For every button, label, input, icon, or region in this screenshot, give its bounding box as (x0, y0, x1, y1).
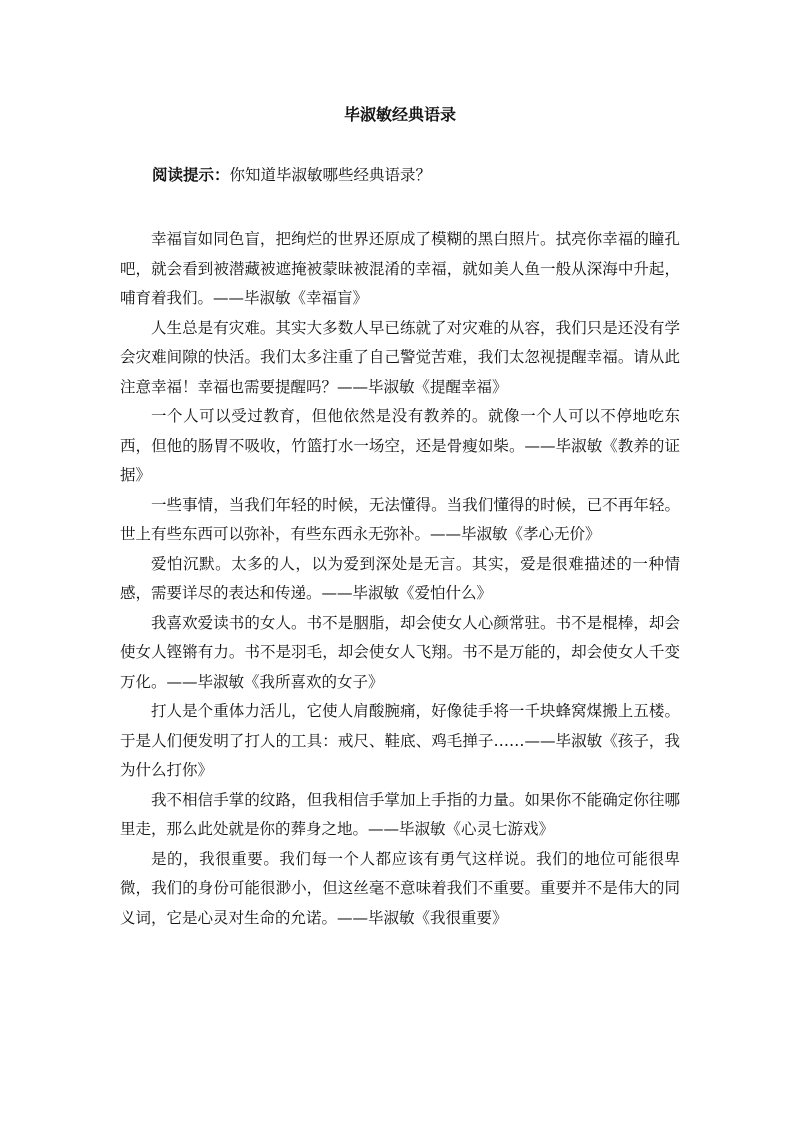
quote-paragraph: 爱怕沉默。太多的人，以为爱到深处是无言。其实，爱是很难描述的一种情感，需要详尽的表达和传递。——毕淑敏《爱怕什么》 (120, 554, 680, 602)
quote-paragraph: 我喜欢爱读书的女人。书不是胭脂，却会使女人心颜常驻。书不是棍棒，却会使女人铿锵有力。书不是羽毛，却会使女人飞翔。书不是万能的，却会使女人千变万化。——毕淑敏《我所喜欢的女子》 (120, 613, 680, 691)
quote-paragraph: 一些事情，当我们年轻的时候，无法懂得。当我们懂得的时候，已不再年轻。世上有些东西可以弥补，有些东西永无弥补。——毕淑敏《孝心无价》 (120, 495, 680, 543)
quote-paragraph: 打人是个重体力活儿，它使人肩酸腕痛，好像徒手将一千块蜂窝煤搬上五楼。于是人们便发明了打人的工具：戒尺、鞋底、鸡毛掸子……——毕淑敏《孩子，我为什么打你》 (120, 702, 680, 779)
quote-list (120, 225, 680, 933)
quote-paragraph: 人生总是有灾难。其实大多数人早已练就了对灾难的从容，我们只是还没有学会灾难间隙的快活。我们太多注重了自己警觉苦难，我们太忽视提醒幸福。请从此注意幸福！幸福也需要提醒吗？——毕淑敏《提醒幸福》 (120, 318, 680, 396)
page-title: 毕淑敏经典语录 (343, 105, 456, 124)
reading-hint (152, 163, 692, 185)
reading-hint-label: 阅读提示： (152, 166, 230, 184)
reading-hint-text: 你知道毕淑敏哪些经典语录？ (229, 166, 432, 184)
quote-paragraph: 幸福盲如同色盲，把绚烂的世界还原成了模糊的黑白照片。拭亮你幸福的瞳孔吧，就会看到被潜藏被遮掩被蒙昧被混淆的幸福，就如美人鱼一般从深海中升起，哺育着我们。——毕淑敏《幸福盲》 (120, 230, 680, 307)
quote-paragraph: 是的，我很重要。我们每一个人都应该有勇气这样说。我们的地位可能很卑微，我们的身份可能很渺小，但这丝毫不意味着我们不重要。重要并不是伟大的同义词，它是心灵对生命的允诺。——毕淑敏《我很重要》 (120, 849, 680, 927)
quote-paragraph: 我不相信手掌的纹路，但我相信手掌加上手指的力量。如果你不能确定你往哪里走，那么此处就是你的葬身之地。——毕淑敏《心灵七游戏》 (120, 790, 680, 838)
quote-paragraph: 一个人可以受过教育，但他依然是没有教养的。就像一个人可以不停地吃东西，但他的肠胃不吸收，竹篮打水一场空，还是骨瘦如柴。——毕淑敏《教养的证据》 (120, 407, 680, 484)
